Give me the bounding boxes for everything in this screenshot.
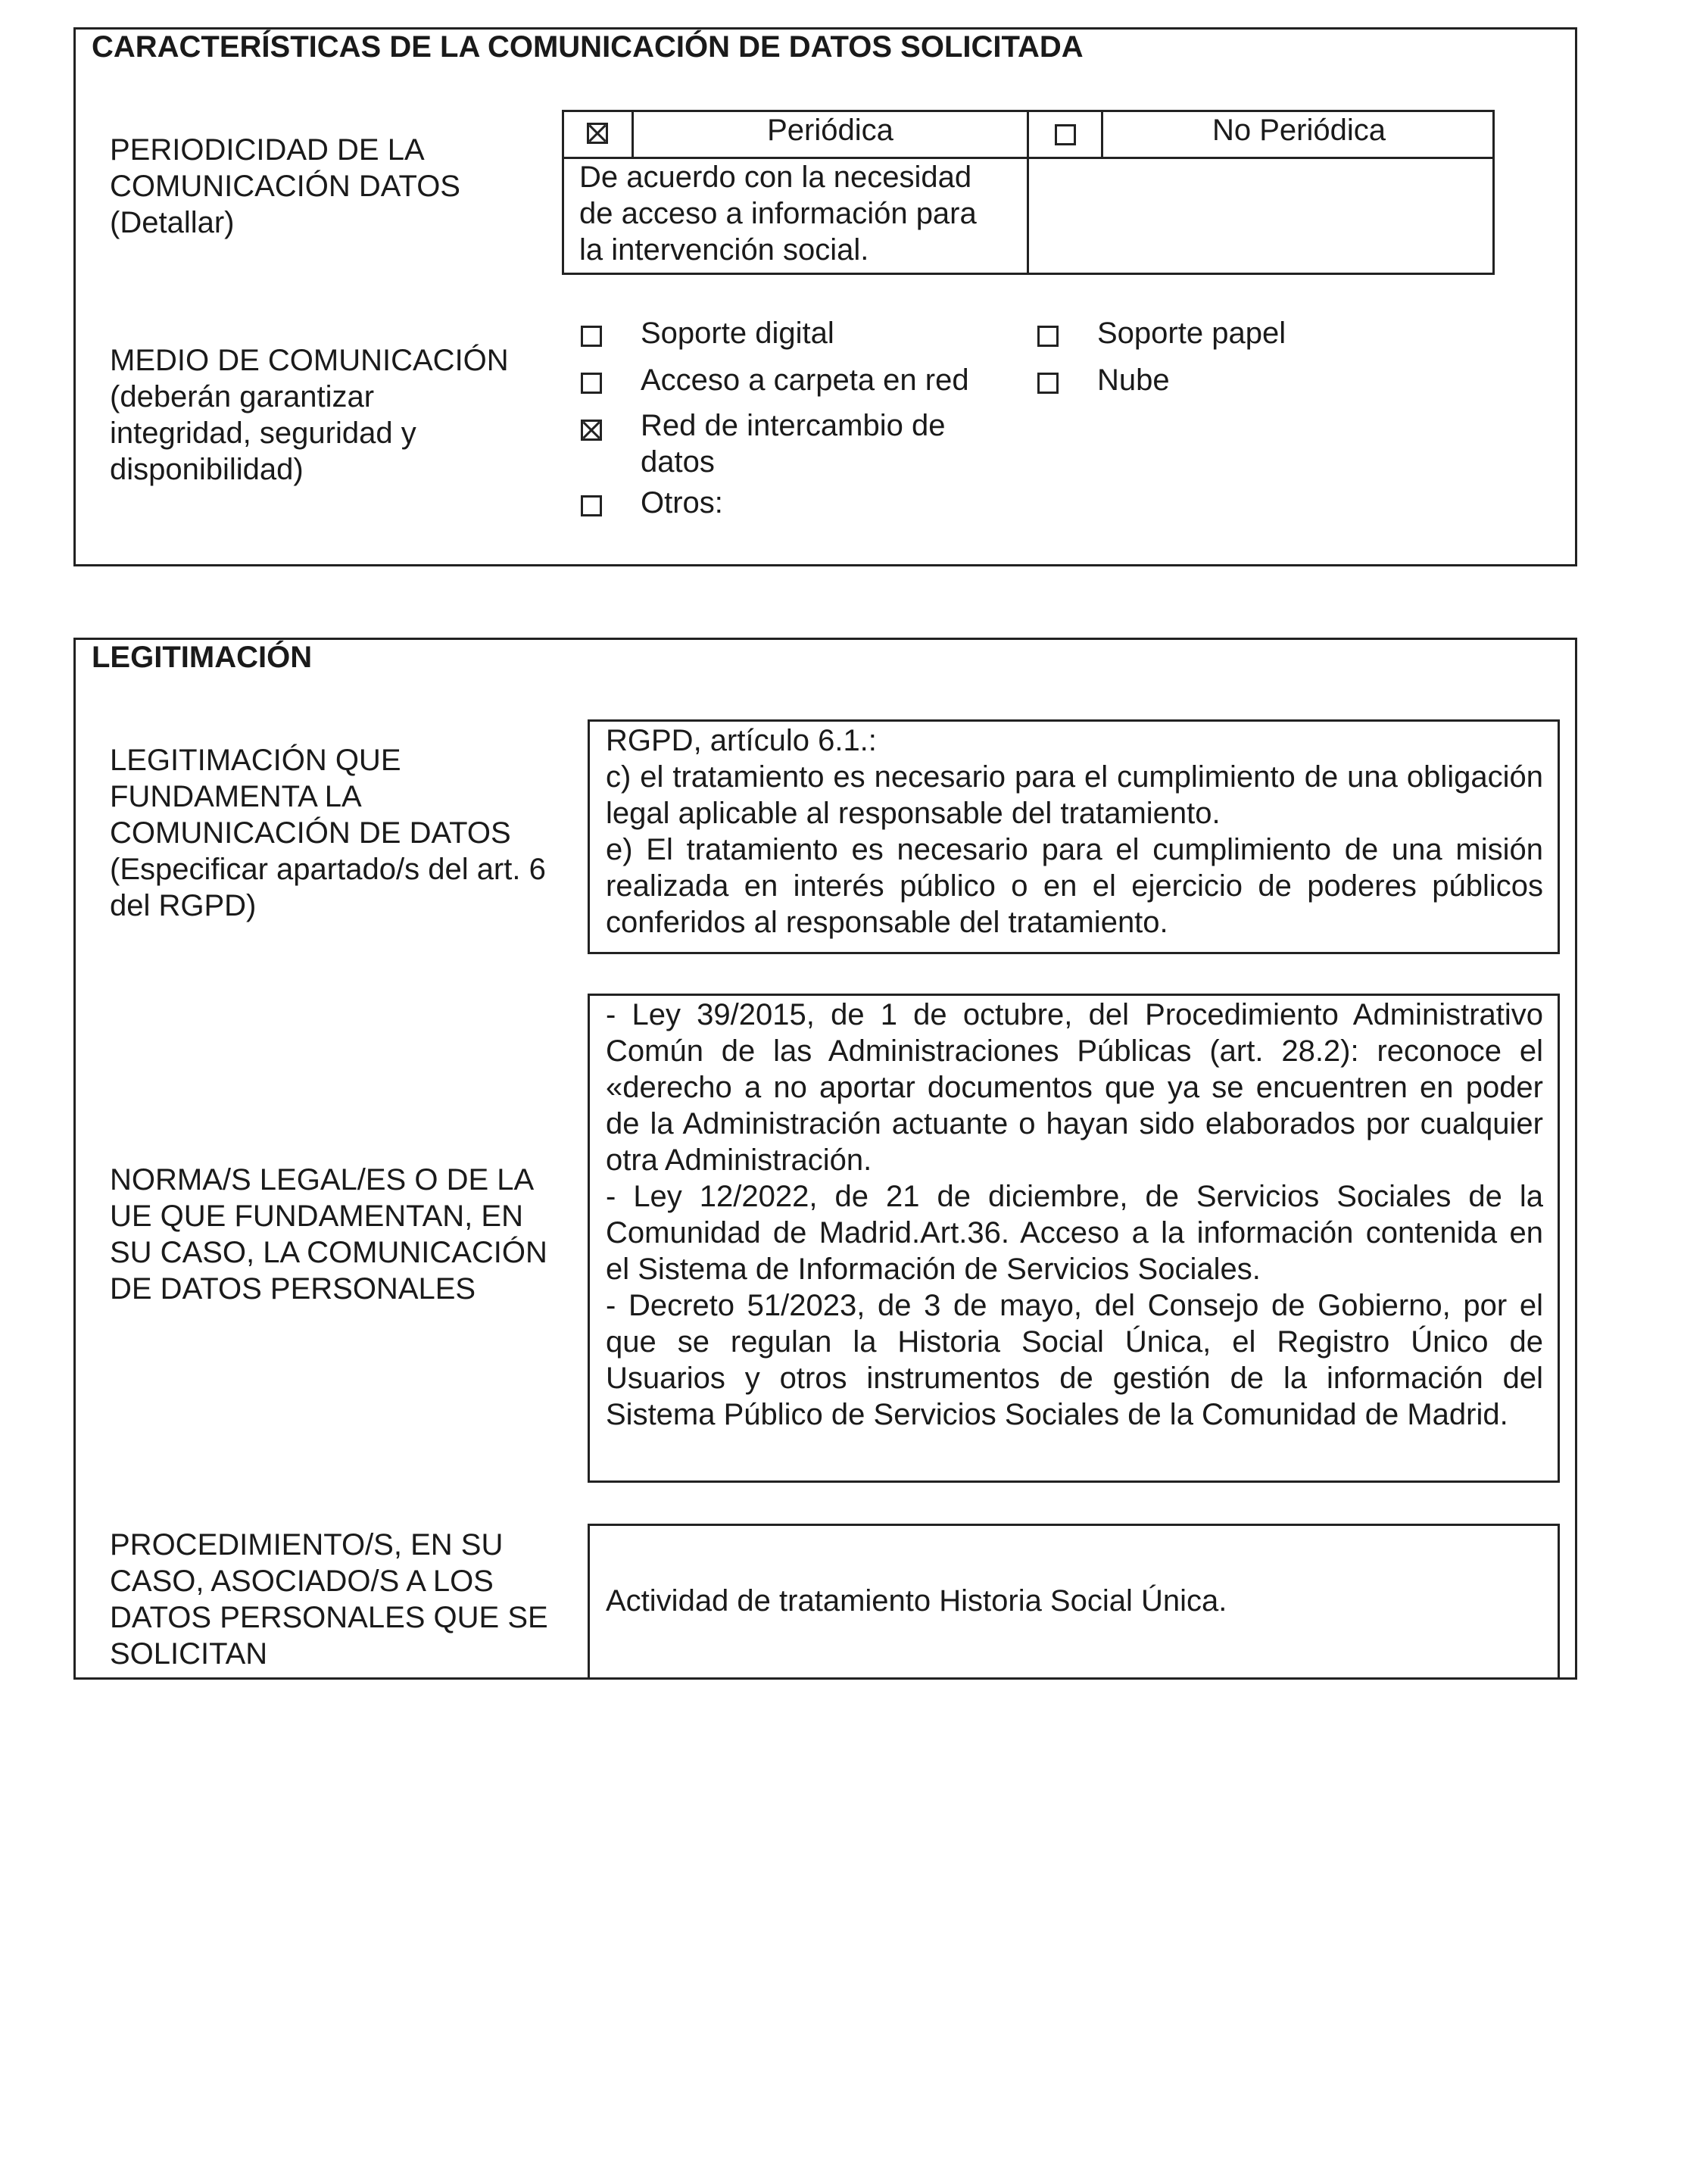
soporte-papel-checkbox[interactable]: [1037, 326, 1059, 347]
fundamento-item-c: c) el tratamiento es necesario para el cumplimiento de una obligación legal aplicable al responsable del tratamiento.: [606, 760, 1543, 830]
procedimiento-label: PROCEDIMIENTO/S, EN SU CASO, ASOCIADO/S A LOS DATOS PERSONALES QUE SE SOLICITAN: [110, 1528, 548, 1671]
normas-text: [606, 997, 1543, 1433]
periodicidad-detail: De acuerdo con la necesidad de acceso a información para la intervención social.: [579, 161, 977, 267]
procedimiento-value: Actividad de tratamiento Historia Social Única.: [606, 1584, 1227, 1618]
red-intercambio-label: Red de intercambio de datos: [641, 409, 946, 479]
medio-label: MEDIO DE COMUNICACIÓN (deberán garantizar integridad, seguridad y disponibilidad): [110, 344, 509, 486]
no-periodica-label: No Periódica: [1212, 114, 1386, 147]
soporte-digital-label: Soporte digital: [641, 317, 834, 350]
fundamento-heading: RGPD, artículo 6.1.:: [606, 724, 877, 757]
red-intercambio-checkbox[interactable]: [581, 420, 602, 441]
acceso-carpeta-label: Acceso a carpeta en red: [641, 363, 969, 397]
no-periodica-checkbox[interactable]: [1055, 124, 1076, 145]
normas-ley-39: - Ley 39/2015, de 1 de octubre, del Procedimiento Administrativo Común de las Administraciones Públicas (art. 28.2): reconoce el «derecho a no aportar documentos que ya se encuentren en poder de la Administración actuante o hayan sido elaborados por cualquier otra Administración.: [606, 998, 1543, 1177]
normas-ley-12: - Ley 12/2022, de 21 de diciembre, de Servicios Sociales de la Comunidad de Madrid.Art.36. Acceso a la información contenida en el Sistema de Información de Servicios Sociales.: [606, 1180, 1543, 1286]
periodicidad-label: PERIODICIDAD DE LA COMUNICACIÓN DATOS (Detallar): [110, 133, 460, 239]
soporte-papel-label: Soporte papel: [1097, 317, 1286, 350]
otros-checkbox[interactable]: [581, 495, 602, 516]
periodicidad-col-divider-2: [1027, 110, 1029, 275]
periodica-label: Periódica: [767, 114, 893, 147]
section-title-legitimacion: LEGITIMACIÓN: [92, 641, 313, 674]
fundamento-text: [606, 722, 1543, 941]
soporte-digital-checkbox[interactable]: [581, 326, 602, 347]
normas-decreto-51: - Decreto 51/2023, de 3 de mayo, del Consejo de Gobierno, por el que se regulan la Historia Social Única, el Registro Único de Usuarios y otros instrumentos de gestión de la información del Sistema Público de Servicios Sociales de la Comunidad de Madrid.: [606, 1289, 1543, 1431]
otros-label: Otros:: [641, 486, 723, 519]
fundamento-label: LEGITIMACIÓN QUE FUNDAMENTA LA COMUNICACIÓN DE DATOS (Especificar apartado/s del art. 6 del RGPD): [110, 744, 546, 922]
section-title-caracteristicas: CARACTERÍSTICAS DE LA COMUNICACIÓN DE DATOS SOLICITADA: [92, 30, 1084, 64]
normas-label: NORMA/S LEGAL/ES O DE LA UE QUE FUNDAMENTAN, EN SU CASO, LA COMUNICACIÓN DE DATOS PERSONALES: [110, 1163, 547, 1306]
periodica-checkbox[interactable]: [587, 123, 608, 144]
fundamento-item-e: e) El tratamiento es necesario para el cumplimiento de una misión realizada en interés público o en el ejercicio de poderes públicos conferidos al responsable del tratamiento.: [606, 833, 1543, 939]
nube-checkbox[interactable]: [1037, 373, 1059, 394]
nube-label: Nube: [1097, 363, 1170, 397]
acceso-carpeta-checkbox[interactable]: [581, 373, 602, 394]
